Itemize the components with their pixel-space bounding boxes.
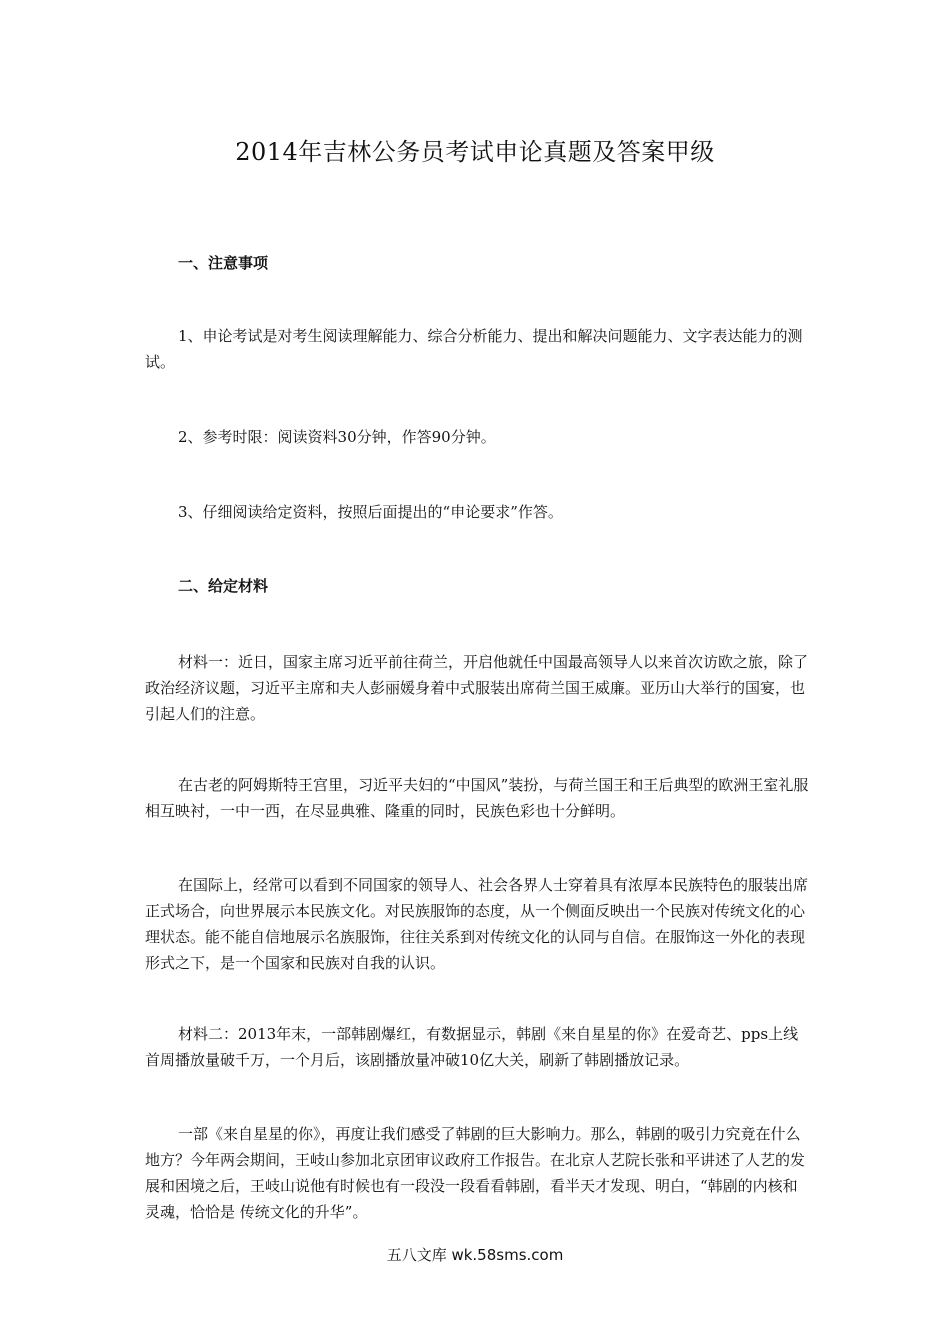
note-paragraph-2: 2、参考时限：阅读资料30分钟，作答90分钟。 — [178, 428, 496, 446]
document-title: 2014年吉林公务员考试申论真题及答案甲级 — [235, 138, 715, 166]
material-paragraph-3: 在国际上，经常可以看到不同国家的领导人、社会各界人士穿着具有浓厚本民族特色的服装出席正式场合，向世界展示本民族文化。对民族服饰的态度，从一个侧面反映出一个民族对传统文化的心理状态。能不能自信地展示名族服饰，往往关系到对传统文化的认同与自信。在服饰这一外化的表现形式之下，是一个国家和民族对自我的认识。 — [145, 876, 809, 972]
note-paragraph-3: 3、仔细阅读给定资料，按照后面提出的“申论要求”作答。 — [178, 503, 563, 521]
material-paragraph-1: 材料一：近日，国家主席习近平前往荷兰，开启他就任中国最高领导人以来首次访欧之旅，除了政治经济议题，习近平主席和夫人彭丽媛身着中式服装出席荷兰国王威廉。亚历山大举行的国宴，也引起人们的注意。 — [145, 653, 809, 723]
material-paragraph-4: 材料二：2013年末，一部韩剧爆红，有数据显示，韩剧《来自星星的你》在爱奇艺、pps上线首周播放量破千万，一个月后，该剧播放量冲破10亿大关，刷新了韩剧播放记录。 — [145, 1025, 799, 1069]
section-heading-materials: 二、给定材料 — [178, 577, 269, 595]
material-paragraph-2: 在古老的阿姆斯特王宫里，习近平夫妇的“中国风”装扮，与荷兰国王和王后典型的欧洲王室礼服相互映衬，一中一西，在尽显典雅、隆重的同时，民族色彩也十分鲜明。 — [145, 776, 809, 820]
footer-watermark-text: 五八文库 wk.58sms.com — [386, 1246, 564, 1264]
material-paragraph-5: 一部《来自星星的你》，再度让我们感受了韩剧的巨大影响力。那么，韩剧的吸引力究竟在什么地方？今年两会期间，王岐山参加北京团审议政府工作报告。在北京人艺院长张和平讲述了人艺的发展和困境之后，王岐山说他有时候也有一段没一段看看韩剧，看半天才发现、明白，“韩剧的内核和灵魂，恰恰是 传统文化的升华”。 — [145, 1125, 806, 1221]
section-heading-notes: 一、注意事项 — [178, 254, 269, 272]
note-paragraph-1: 1、申论考试是对考生阅读理解能力、综合分析能力、提出和解决问题能力、文字表达能力的测试。 — [145, 327, 803, 371]
